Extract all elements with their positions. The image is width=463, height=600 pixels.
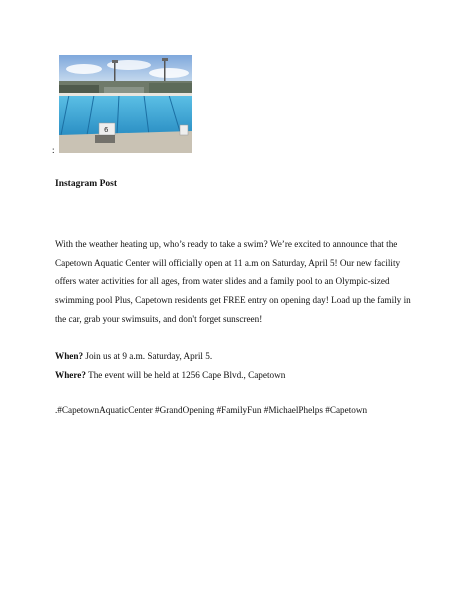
where-text: The event will be held at 1256 Cape Blvd., Capetown: [85, 370, 286, 380]
when-line: [55, 350, 212, 362]
svg-text:6: 6: [104, 126, 109, 134]
body-line: offers water activities for all ages, from water slides and a family pool to an Olympic-sized: [55, 276, 390, 287]
where-line: [55, 369, 285, 381]
when-text: Join us at 9 a.m. Saturday, April 5.: [83, 351, 213, 361]
body-line: the car, grab your swimsuits, and don't forget sunscreen!: [55, 313, 263, 324]
when-label: When?: [55, 351, 84, 361]
post-heading: Instagram Post: [55, 179, 118, 189]
hashtags: .#CapetownAquaticCenter #GrandOpening #FamilyFun #MichaelPhelps #Capetown: [55, 405, 368, 415]
where-label: Where?: [55, 370, 86, 380]
body-line: swimming pool Plus, Capetown residents get FREE entry on opening day! Load up the family in: [55, 295, 411, 306]
stray-colon: :: [52, 145, 55, 155]
post-body: [55, 235, 411, 329]
pool-photo: [59, 55, 192, 153]
body-line: With the weather heating up, who’s ready to take a swim? We’re excited to announce that the: [55, 239, 398, 249]
body-line: Capetown Aquatic Center will officially open at 11 a.m on Saturday, April 5! Our new facility: [55, 257, 401, 268]
